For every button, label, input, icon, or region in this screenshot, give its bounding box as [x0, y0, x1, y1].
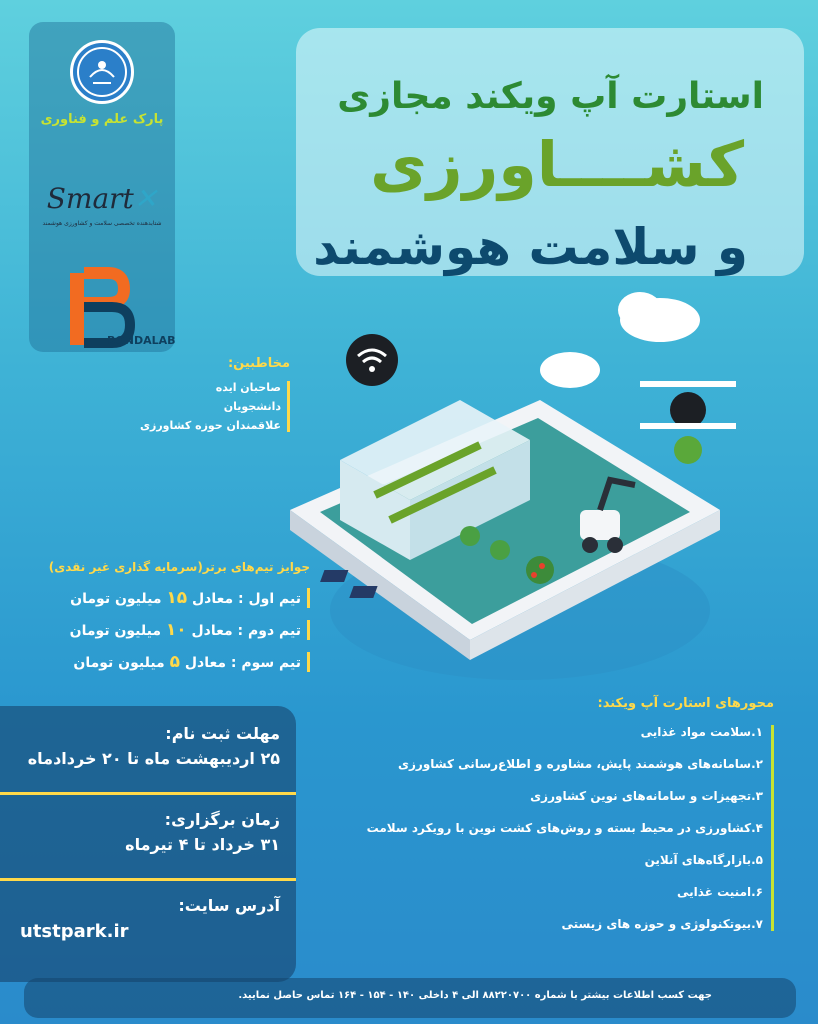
deadline-value: ۲۵ اردیبهشت ماه تا ۲۰ خردادماه	[27, 749, 280, 768]
event-title-line1: استارت آپ ویکند مجازی	[337, 76, 764, 117]
university-of-tehran-logo	[70, 40, 134, 104]
topic-item: ۱.سلامت مواد غذایی	[640, 725, 763, 739]
contact-info-text: جهت کسب اطلاعات بیشتر با شماره ۸۸۲۲۰۷۰۰ الی ۴ داخلی ۱۴۰ - ۱۵۴ - ۱۶۴ تماس حاصل نمایید.	[238, 990, 712, 1001]
topic-item: ۲.سامانه‌های هوشمند پایش، مشاوره و اطلاع‌رسانی کشاورزی	[398, 757, 763, 771]
smart-logo-text: Smart	[46, 182, 134, 215]
topic-item: ۷.بیوتکنولوژی و حوزه های زیستی	[561, 917, 763, 931]
event-title-line2: کشــــاورزی	[370, 128, 744, 201]
prize-unit: میلیون تومان	[70, 591, 167, 607]
prize-amount: ۵	[169, 652, 180, 672]
website-label: آدرس سایت:	[178, 896, 280, 915]
prize-label: تیم اول : معادل	[187, 591, 301, 607]
prize-unit: میلیون تومان	[69, 623, 166, 639]
cloud-icon	[540, 292, 700, 388]
title-panel	[296, 28, 804, 276]
audience-item: صاحبان ایده	[215, 381, 281, 394]
prizes-heading: جوایز تیم‌های برتر(سرمایه گذاری غیر نقدی)	[48, 560, 310, 574]
audience-heading: مخاطبین:	[227, 356, 290, 371]
topic-item: ۳.تجهیزات و سامانه‌های نوین کشاورزی	[530, 789, 763, 803]
prize-amount: ۱۵	[166, 588, 188, 608]
sponsor-panel	[29, 22, 175, 352]
prize-row	[40, 652, 310, 672]
event-time-block	[10, 810, 280, 854]
smart-x-icon: ✕	[133, 182, 158, 215]
prizes-section	[40, 560, 310, 684]
audience-item: علاقمندان حوزه کشاورزی	[139, 419, 281, 432]
prize-label: تیم دوم : معادل	[186, 623, 301, 639]
audience-section	[130, 356, 290, 438]
wifi-icon	[346, 334, 398, 386]
smart-farm-illustration	[280, 280, 750, 700]
prize-unit: میلیون تومان	[73, 655, 170, 671]
prize-row	[40, 588, 310, 608]
audience-list	[130, 381, 290, 432]
deadline-block	[10, 724, 280, 768]
event-title-line3: و سلامت هوشمند	[313, 218, 748, 276]
section-divider	[0, 792, 296, 795]
bondalab-text: BONDALAB	[107, 334, 176, 347]
science-park-logo-text: پارک علم و فناوری	[40, 112, 164, 127]
website-block	[10, 896, 280, 942]
topic-item: ۵.بازارگاه‌های آنلاین	[644, 853, 763, 867]
smart-subtitle: شتابدهنده تخصصی سلامت و کشاورزی هوشمند	[42, 220, 162, 227]
deadline-label: مهلت ثبت نام:	[165, 724, 280, 743]
topic-item: ۴.کشاورزی در محیط بسته و روش‌های کشت نوین با رویکرد سلامت	[366, 821, 763, 835]
section-divider	[0, 878, 296, 881]
topics-list	[300, 725, 774, 931]
contact-footer	[24, 978, 796, 1018]
prize-label: تیم سوم : معادل	[179, 655, 301, 671]
registration-panel	[0, 706, 296, 982]
smart-logo	[47, 182, 158, 215]
drone-icon	[640, 384, 736, 464]
topics-heading: محورهای استارت آپ ویکند:	[597, 696, 774, 711]
website-link[interactable]: utstpark.ir	[20, 921, 129, 942]
event-time-value: ۳۱ خرداد تا ۴ تیرماه	[125, 835, 280, 854]
topic-item: ۶.امنیت غذایی	[677, 885, 763, 899]
prize-amount: ۱۰	[165, 620, 187, 640]
audience-item: دانشجویان	[223, 400, 281, 413]
topics-section	[300, 696, 774, 949]
event-time-label: زمان برگزاری:	[164, 810, 280, 829]
university-seal-icon	[73, 43, 131, 101]
prize-row	[40, 620, 310, 640]
